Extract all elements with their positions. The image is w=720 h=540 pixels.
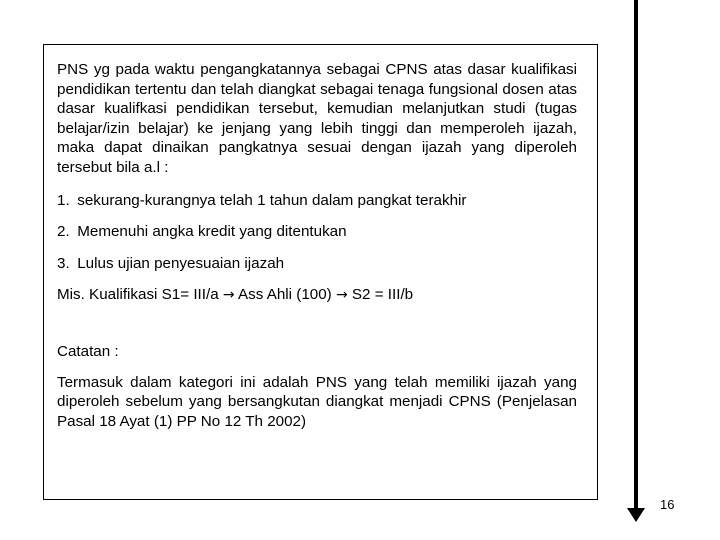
down-arrow-icon <box>627 508 645 522</box>
page-number: 16 <box>660 497 675 512</box>
list-text: Lulus ujian penyesuaian ijazah <box>77 254 285 272</box>
list-item <box>57 191 577 211</box>
list-number: 3. <box>57 254 70 272</box>
right-arrow-icon: → <box>222 287 235 304</box>
list-number: 2. <box>57 223 70 241</box>
example-line <box>57 285 577 306</box>
example-part-3: S2 = III/b <box>351 286 414 304</box>
list-item <box>57 222 577 242</box>
list-item <box>57 254 577 274</box>
example-part-1: Mis. Kualifikasi S1= III/a <box>57 286 219 304</box>
right-arrow-icon: → <box>335 287 348 304</box>
list-number: 1. <box>57 191 70 209</box>
intro-paragraph: PNS yg pada waktu pengangkatannya sebagai CPNS atas dasar kualifikasi pendidikan tertentu dan telah diangkat sebagai tenaga fungsional dosen atas dasar kualifkasi pendidikan tersebut, kemudian melanjutkan studi (tugas belajar/izin belajar) ke jenjang yang lebih tinggi dan memperoleh ijazah, maka dapat dinaikan pangkatnya sesuai dengan ijazah yang diperoleh tersebut bila a.l : <box>57 61 577 176</box>
content-box <box>43 44 598 500</box>
vertical-arrow-line <box>634 0 638 512</box>
example-part-2: Ass Ahli (100) <box>238 286 332 304</box>
list-text: sekurang-kurangnya telah 1 tahun dalam pangkat terakhir <box>77 191 467 209</box>
note-title: Catatan : <box>57 342 119 360</box>
list-text: Memenuhi angka kredit yang ditentukan <box>77 223 347 241</box>
note-paragraph: Termasuk dalam kategori ini adalah PNS yang telah memiliki ijazah yang diperoleh sebelum yang bersangkutan diangkat menjadi CPNS (Penjelasan Pasal 18 Ayat (1) PP No 12 Th 2002) <box>57 373 577 430</box>
